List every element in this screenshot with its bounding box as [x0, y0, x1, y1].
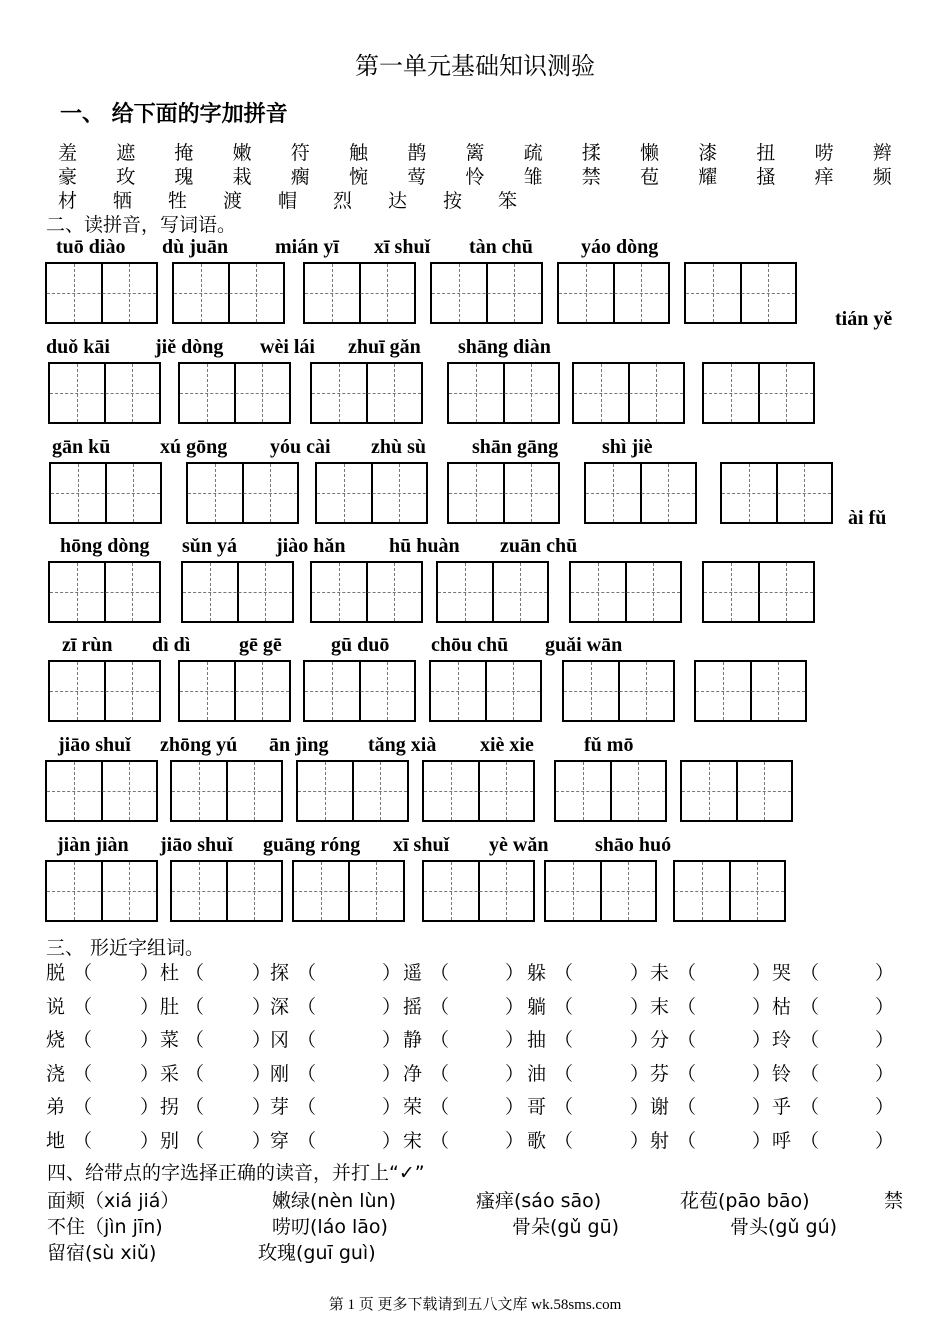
character: 惋 [349, 166, 369, 188]
open-paren: （ [800, 995, 820, 1018]
open-paren: （ [677, 962, 697, 984]
open-paren: （ [430, 962, 450, 984]
close-paren: ） [630, 1062, 650, 1085]
writing-box[interactable] [303, 262, 416, 324]
open-paren: （ [800, 1029, 820, 1051]
close-paren: ） [505, 1062, 525, 1085]
open-paren: （ [800, 1129, 820, 1152]
open-paren: （ [677, 1062, 697, 1085]
close-paren: ） [752, 1029, 772, 1051]
writing-box[interactable] [178, 660, 291, 722]
character: 莺 [407, 166, 427, 188]
writing-box[interactable] [694, 660, 807, 722]
pinyin-label: tǎng xià [368, 734, 437, 756]
character: 耀 [698, 166, 718, 188]
close-paren: ） [382, 1029, 402, 1051]
reading-choice-item: 禁 [884, 1190, 904, 1212]
pinyin-label: shāo huó [595, 834, 672, 856]
pinyin-label: tàn chū [469, 236, 533, 258]
writing-box[interactable] [315, 462, 428, 524]
character: 笨 [498, 190, 518, 212]
close-paren: ） [752, 1062, 772, 1085]
pinyin-label: yóu cài [270, 436, 331, 458]
pinyin-label-extra: ài fǔ [848, 507, 887, 529]
writing-box[interactable] [48, 660, 161, 722]
pinyin-label: chōu chū [431, 634, 509, 656]
similar-character: 芽 [270, 1096, 290, 1118]
character: 羞 [58, 142, 78, 164]
character: 遮 [116, 142, 136, 164]
close-paren: ） [382, 995, 402, 1018]
close-paren: ） [875, 1029, 895, 1051]
writing-box[interactable] [572, 362, 685, 424]
similar-character: 穿 [270, 1129, 290, 1152]
pinyin-label: gū duō [331, 634, 390, 656]
character: 疏 [523, 142, 543, 164]
close-paren: ） [505, 1129, 525, 1152]
open-paren: （ [800, 1096, 820, 1118]
similar-character: 脱 [46, 962, 66, 984]
writing-box[interactable] [170, 760, 283, 822]
similar-character: 歌 [527, 1129, 547, 1152]
character: 渡 [223, 190, 243, 212]
close-paren: ） [140, 962, 160, 984]
reading-choice-item: 嫩绿(nèn lùn) [272, 1190, 397, 1212]
writing-box[interactable] [673, 860, 786, 922]
open-paren: （ [185, 1129, 205, 1152]
close-paren: ） [382, 962, 402, 984]
reading-choice-item: 骨头(gǔ gú) [730, 1216, 838, 1238]
similar-character: 拐 [160, 1096, 180, 1118]
pinyin-label: tuō diào [56, 236, 126, 258]
open-paren: （ [800, 1062, 820, 1085]
open-paren: （ [677, 1096, 697, 1118]
character: 材 [58, 190, 78, 212]
pinyin-label: xú gōng [160, 436, 228, 458]
close-paren: ） [252, 995, 272, 1018]
open-paren: （ [73, 1096, 93, 1118]
character: 篱 [465, 142, 485, 164]
open-paren: （ [73, 1129, 93, 1152]
close-paren: ） [630, 1096, 650, 1118]
reading-choice-item: 不住（jìn jīn) [47, 1216, 163, 1238]
writing-box[interactable] [447, 362, 560, 424]
character: 唠 [814, 142, 834, 164]
character: 鹊 [407, 142, 427, 164]
open-paren: （ [297, 1129, 317, 1152]
similar-character: 弟 [46, 1096, 66, 1118]
open-paren: （ [185, 995, 205, 1018]
close-paren: ） [252, 962, 272, 984]
similar-character: 说 [46, 995, 66, 1018]
close-paren: ） [505, 1096, 525, 1118]
character: 瑰 [174, 166, 194, 188]
open-paren: （ [554, 1096, 574, 1118]
writing-box[interactable] [186, 462, 299, 524]
pinyin-label: dì dì [152, 634, 191, 656]
open-paren: （ [185, 962, 205, 984]
close-paren: ） [140, 1129, 160, 1152]
close-paren: ） [630, 1129, 650, 1152]
pinyin-label: shān gāng [472, 436, 559, 458]
character: 揉 [581, 142, 601, 164]
open-paren: （ [677, 1129, 697, 1152]
similar-character: 分 [650, 1029, 670, 1051]
character: 帽 [278, 190, 298, 212]
open-paren: （ [73, 995, 93, 1018]
pinyin-label: hū huàn [389, 535, 460, 557]
pinyin-label: duǒ kāi [46, 336, 110, 358]
writing-box[interactable] [584, 462, 697, 524]
pinyin-label: zhōng yú [160, 734, 238, 756]
character: 瘸 [290, 166, 310, 188]
close-paren: ） [505, 995, 525, 1018]
writing-box[interactable] [422, 860, 535, 922]
character: 触 [349, 142, 369, 164]
writing-box[interactable] [557, 262, 670, 324]
close-paren: ） [630, 995, 650, 1018]
similar-character: 末 [650, 995, 670, 1018]
close-paren: ） [140, 1029, 160, 1051]
pinyin-label: zuān chū [500, 535, 578, 557]
pinyin-label: shāng diàn [458, 336, 551, 358]
open-paren: （ [297, 1062, 317, 1085]
similar-character: 芬 [650, 1062, 670, 1085]
open-paren: （ [554, 995, 574, 1018]
similar-character: 宋 [403, 1129, 423, 1152]
open-paren: （ [185, 1029, 205, 1051]
similar-character: 肚 [160, 995, 180, 1018]
close-paren: ） [505, 1029, 525, 1051]
character: 符 [290, 142, 310, 164]
close-paren: ） [252, 1096, 272, 1118]
similar-character: 采 [160, 1062, 180, 1085]
close-paren: ） [752, 962, 772, 984]
writing-box[interactable] [702, 561, 815, 623]
character: 懒 [640, 142, 660, 164]
section4-heading: 四、给带点的字选择正确的读音，并打上“✓” [47, 1162, 425, 1184]
close-paren: ） [875, 1129, 895, 1152]
close-paren: ） [875, 1062, 895, 1085]
writing-box[interactable] [181, 561, 294, 623]
similar-character: 乎 [772, 1096, 792, 1118]
pinyin-label: gē gē [239, 634, 282, 656]
writing-box[interactable] [170, 860, 283, 922]
open-paren: （ [677, 995, 697, 1018]
character: 烈 [333, 190, 353, 212]
writing-box[interactable] [684, 262, 797, 324]
pinyin-label: yè wǎn [489, 834, 549, 856]
character: 雏 [523, 166, 543, 188]
close-paren: ） [505, 962, 525, 984]
reading-choice-item: 花苞(pāo bāo) [680, 1190, 810, 1212]
character: 频 [872, 166, 892, 188]
character: 栽 [232, 166, 252, 188]
pinyin-label: dù juān [162, 236, 229, 258]
similar-character: 油 [527, 1062, 547, 1085]
open-paren: （ [430, 1129, 450, 1152]
similar-character: 摇 [403, 995, 423, 1018]
pinyin-label: jiāo shuǐ [160, 834, 233, 856]
open-paren: （ [297, 1029, 317, 1051]
pinyin-label: gān kū [52, 436, 111, 458]
pinyin-label-extra: tián yě [835, 308, 893, 330]
open-paren: （ [73, 962, 93, 984]
character: 玫 [116, 166, 136, 188]
close-paren: ） [752, 1129, 772, 1152]
close-paren: ） [875, 1096, 895, 1118]
writing-box[interactable] [562, 660, 675, 722]
character: 按 [443, 190, 463, 212]
pinyin-label: guāng róng [263, 834, 361, 856]
similar-character: 玲 [772, 1029, 792, 1051]
pinyin-label: jiàn jiàn [57, 834, 129, 856]
close-paren: ） [752, 1096, 772, 1118]
similar-character: 谢 [650, 1096, 670, 1118]
writing-box[interactable] [436, 561, 549, 623]
reading-choice-item: 唠叨(láo lāo) [272, 1216, 388, 1238]
writing-box[interactable] [310, 561, 423, 623]
open-paren: （ [297, 1096, 317, 1118]
open-paren: （ [554, 1029, 574, 1051]
pinyin-label: yáo dòng [581, 236, 659, 258]
close-paren: ） [875, 995, 895, 1018]
pinyin-label: zhuī gǎn [348, 336, 421, 358]
character: 痒 [814, 166, 834, 188]
close-paren: ） [252, 1129, 272, 1152]
writing-box[interactable] [569, 561, 682, 623]
writing-box[interactable] [554, 760, 667, 822]
similar-character: 别 [160, 1129, 180, 1152]
similar-character: 刚 [270, 1062, 290, 1085]
writing-box[interactable] [292, 860, 405, 922]
pinyin-label: xī shuǐ [374, 236, 431, 258]
pinyin-label: xī shuǐ [393, 834, 450, 856]
character: 禁 [581, 166, 601, 188]
writing-box[interactable] [303, 660, 416, 722]
writing-box[interactable] [702, 362, 815, 424]
character: 掩 [174, 142, 194, 164]
open-paren: （ [73, 1062, 93, 1085]
close-paren: ） [252, 1029, 272, 1051]
open-paren: （ [185, 1062, 205, 1085]
character: 扭 [756, 142, 776, 164]
writing-box[interactable] [45, 860, 158, 922]
similar-character: 冈 [270, 1029, 290, 1051]
character: 苞 [640, 166, 660, 188]
similar-character: 杜 [160, 962, 180, 984]
open-paren: （ [430, 1062, 450, 1085]
writing-box[interactable] [45, 760, 158, 822]
open-paren: （ [297, 995, 317, 1018]
character: 豪 [58, 166, 78, 188]
close-paren: ） [382, 1129, 402, 1152]
open-paren: （ [554, 1062, 574, 1085]
pinyin-label: shì jiè [602, 436, 653, 458]
section2-heading: 二、读拼音，写词语。 [46, 214, 237, 236]
similar-character: 哥 [527, 1096, 547, 1118]
close-paren: ） [875, 962, 895, 984]
pinyin-label: mián yī [275, 236, 339, 258]
reading-choice-item: 骨朵(gǔ gū) [512, 1216, 620, 1238]
close-paren: ） [630, 962, 650, 984]
pinyin-label: xiè xie [480, 734, 534, 756]
writing-box[interactable] [429, 660, 542, 722]
similar-character: 浇 [46, 1062, 66, 1085]
close-paren: ） [140, 1096, 160, 1118]
similar-character: 躺 [527, 995, 547, 1018]
writing-box[interactable] [49, 462, 162, 524]
similar-character: 遥 [403, 962, 423, 984]
open-paren: （ [73, 1029, 93, 1051]
similar-character: 净 [403, 1062, 423, 1085]
close-paren: ） [140, 1062, 160, 1085]
writing-box[interactable] [178, 362, 291, 424]
pinyin-label: wèi lái [260, 336, 315, 358]
writing-box[interactable] [172, 262, 285, 324]
open-paren: （ [554, 962, 574, 984]
writing-box[interactable] [48, 362, 161, 424]
character: 牺 [113, 190, 133, 212]
pinyin-label: zī rùn [62, 634, 113, 656]
character: 漆 [698, 142, 718, 164]
pinyin-label: sǔn yá [182, 535, 238, 557]
similar-character: 抽 [527, 1029, 547, 1051]
similar-character: 呼 [772, 1129, 792, 1152]
similar-character: 菜 [160, 1029, 180, 1051]
reading-choice-item: 瘙痒(sáo sāo) [476, 1190, 602, 1212]
similar-character: 探 [270, 962, 290, 984]
close-paren: ） [252, 1062, 272, 1085]
similar-character: 未 [650, 962, 670, 984]
similar-character: 躲 [527, 962, 547, 984]
pinyin-label: ān jìng [269, 734, 329, 756]
section3-heading: 三、 形近字组词。 [46, 937, 205, 959]
close-paren: ） [382, 1062, 402, 1085]
writing-box[interactable] [720, 462, 833, 524]
reading-choice-item: 玫瑰(guī guì) [258, 1242, 376, 1264]
writing-box[interactable] [680, 760, 793, 822]
close-paren: ） [140, 995, 160, 1018]
similar-character: 射 [650, 1129, 670, 1152]
character: 嫩 [232, 142, 252, 164]
writing-box[interactable] [310, 362, 423, 424]
similar-character: 烧 [46, 1029, 66, 1051]
pinyin-label: zhù sù [371, 436, 427, 458]
close-paren: ） [630, 1029, 650, 1051]
close-paren: ） [382, 1096, 402, 1118]
open-paren: （ [800, 962, 820, 984]
character: 牲 [168, 190, 188, 212]
writing-box[interactable] [45, 262, 158, 324]
open-paren: （ [554, 1129, 574, 1152]
writing-box[interactable] [296, 760, 409, 822]
reading-choice-item: 留宿(sù xiǔ) [47, 1242, 157, 1264]
open-paren: （ [297, 962, 317, 984]
pinyin-label: jiāo shuǐ [58, 734, 131, 756]
character: 达 [388, 190, 408, 212]
similar-character: 荣 [403, 1096, 423, 1118]
similar-character: 铃 [772, 1062, 792, 1085]
open-paren: （ [430, 1029, 450, 1051]
similar-character: 地 [46, 1129, 66, 1152]
open-paren: （ [185, 1096, 205, 1118]
reading-choice-item: 面颊（xiá jiá） [47, 1190, 180, 1212]
similar-character: 哭 [772, 962, 792, 984]
close-paren: ） [752, 995, 772, 1018]
open-paren: （ [677, 1029, 697, 1051]
similar-character: 枯 [772, 995, 792, 1018]
page-title: 第一单元基础知识测验 [355, 52, 595, 80]
pinyin-label: guǎi wān [545, 634, 623, 656]
writing-box[interactable] [430, 262, 543, 324]
character: 怜 [465, 166, 485, 188]
writing-box[interactable] [544, 860, 657, 922]
pinyin-label: hōng dòng [60, 535, 150, 557]
pinyin-label: jiào hǎn [276, 535, 346, 557]
open-paren: （ [430, 1096, 450, 1118]
character: 辫 [872, 142, 892, 164]
character: 搔 [756, 166, 776, 188]
similar-character: 深 [270, 995, 290, 1018]
similar-character: 静 [403, 1029, 423, 1051]
writing-box[interactable] [48, 561, 161, 623]
pinyin-label: jiě dòng [155, 336, 224, 358]
page-footer: 第 1 页 更多下载请到五八文库 wk.58sms.com [328, 1297, 622, 1313]
pinyin-label: fǔ mō [584, 734, 634, 756]
writing-box[interactable] [422, 760, 535, 822]
open-paren: （ [430, 995, 450, 1018]
writing-box[interactable] [447, 462, 560, 524]
section1-heading: 一、 给下面的字加拼音 [60, 102, 288, 127]
